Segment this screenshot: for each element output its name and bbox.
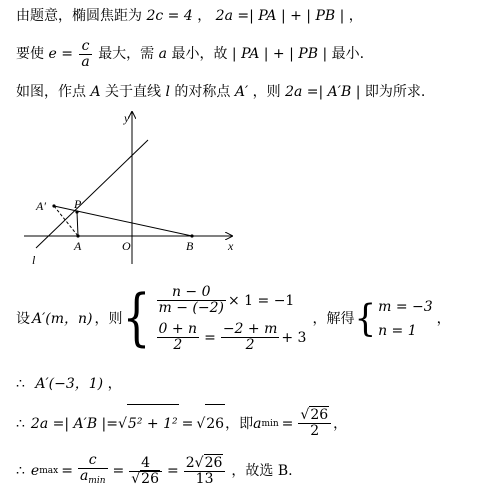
denominator: 2 — [245, 337, 255, 353]
math: l — [165, 84, 170, 100]
denominator: 13 — [195, 470, 214, 487]
fraction — [78, 453, 108, 489]
solution-1: m = −3 — [378, 299, 433, 315]
text-line-4 — [16, 284, 451, 354]
math: a — [253, 415, 262, 432]
subscript: min — [261, 418, 279, 429]
sqrt-radicand: 26 — [141, 470, 159, 487]
therefore: ∴ — [16, 376, 25, 392]
text: ， — [107, 376, 122, 392]
math: 2c = 4 — [146, 8, 193, 24]
math: A — [90, 84, 101, 100]
text: 的对称点 — [174, 84, 231, 100]
sqrt-radicand: 26 — [204, 454, 223, 471]
math: a — [158, 46, 167, 62]
math: A′ — [234, 84, 249, 100]
text: 关于直线 — [105, 84, 162, 100]
var: a — [79, 468, 89, 484]
math: | PA | + | PB | — [231, 46, 328, 62]
subscript: max — [39, 466, 59, 476]
math: 2a =| A′B | — [285, 84, 361, 100]
denominator — [129, 472, 162, 487]
text-line-7 — [16, 450, 293, 492]
text: ，故选 B. — [231, 463, 293, 479]
sqrt-radicand: 26 — [310, 407, 329, 423]
fraction — [184, 456, 226, 487]
denominator: 2 — [310, 423, 320, 439]
text: 要使 — [16, 46, 44, 62]
label-A: A — [74, 239, 82, 253]
math: = — [181, 415, 194, 432]
fraction — [157, 285, 226, 316]
text: ， — [197, 8, 212, 24]
math: e = — [48, 46, 73, 62]
text: ，即 — [225, 415, 254, 432]
text-line-5 — [16, 374, 122, 394]
text: 设 — [16, 311, 30, 327]
denominator: m − (−2) — [158, 300, 224, 316]
equation-2 — [155, 322, 307, 353]
text: 最大，需 — [98, 46, 155, 62]
denominator — [78, 469, 108, 489]
math: 2a =| A′B |= — [30, 415, 118, 432]
text: 即为所求. — [364, 84, 426, 100]
math: A′(m，n) — [32, 311, 93, 327]
subscript: min — [88, 476, 106, 486]
denominator: a — [81, 53, 90, 70]
equation-system — [155, 285, 307, 353]
text: ，则 — [252, 84, 281, 100]
math: 2a =| PA | + | PB | — [215, 8, 345, 24]
sqrt-radicand: 26 — [205, 404, 225, 443]
numerator — [184, 456, 226, 472]
fraction — [157, 322, 200, 353]
label-l: l — [32, 253, 36, 267]
sqrt-sign: √ — [196, 415, 206, 432]
text-line-2 — [16, 36, 364, 72]
numerator: 4 — [129, 456, 162, 472]
math: + 3 — [281, 329, 307, 346]
numerator: n − 0 — [157, 285, 226, 301]
sqrt-sign: √ — [194, 454, 204, 471]
point-A — [76, 234, 79, 237]
label-P: P — [74, 197, 82, 211]
text-line-3 — [16, 82, 425, 102]
text-line-6 — [16, 404, 347, 443]
fraction — [129, 456, 162, 487]
fraction-c-over-a — [79, 39, 91, 70]
math: A′(−3，1) — [35, 376, 104, 392]
numerator: c — [78, 453, 108, 469]
equation-1 — [155, 285, 307, 316]
point-Ap — [52, 204, 55, 207]
fraction — [298, 408, 331, 439]
numerator — [298, 408, 331, 424]
point-B — [190, 234, 193, 237]
coefficient: 2 — [185, 454, 195, 471]
text-line-1 — [16, 6, 363, 26]
sqrt-radicand: 5² + 1² — [127, 404, 179, 443]
therefore: ∴ — [16, 463, 25, 479]
math: e — [30, 463, 40, 479]
sqrt-sign: √ — [118, 415, 127, 432]
text: 如图，作点 — [16, 84, 86, 100]
math: = — [112, 463, 125, 479]
sqrt-sign: √ — [300, 407, 310, 423]
math: = — [61, 463, 73, 479]
text: ，解得 — [312, 311, 355, 327]
math: = — [167, 463, 179, 479]
label-y: y — [124, 111, 130, 125]
math: × 1 = −1 — [227, 292, 295, 309]
geometry-figure — [20, 108, 250, 268]
text: 最小，故 — [171, 46, 228, 62]
fraction — [221, 322, 280, 353]
text: ，则 — [94, 311, 123, 327]
label-Ap: A′ — [36, 199, 46, 213]
numerator: 0 + n — [158, 321, 198, 337]
line-l — [36, 140, 148, 248]
solution-system — [378, 297, 433, 341]
text: ， — [436, 311, 451, 327]
numerator: c — [79, 39, 91, 55]
denominator: 2 — [173, 337, 183, 353]
text: 由题意，椭圆焦距为 — [16, 8, 142, 24]
text: 最小. — [331, 46, 365, 62]
therefore: ∴ — [16, 415, 25, 432]
solution-2: n = 1 — [378, 323, 417, 339]
text: ， — [333, 415, 348, 432]
label-O: O — [122, 239, 131, 253]
text: ， — [348, 8, 363, 24]
math: = — [204, 329, 216, 346]
label-B: B — [186, 239, 194, 253]
segment-PA — [77, 212, 78, 236]
math: = — [281, 415, 294, 432]
label-x: x — [228, 239, 234, 253]
left-brace: { — [122, 282, 151, 354]
sqrt-sign: √ — [131, 470, 141, 487]
left-brace: { — [354, 297, 377, 341]
numerator: −2 + m — [222, 321, 278, 337]
